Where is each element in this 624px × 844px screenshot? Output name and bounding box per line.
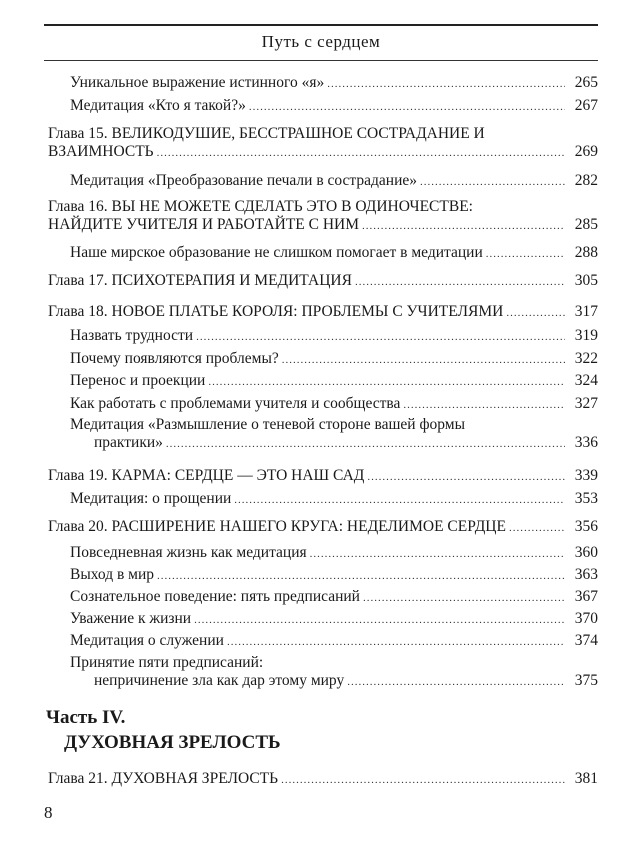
- toc-entry: Медитация «Преобразование печали в сострадание» ..... 282: [70, 172, 598, 191]
- toc-chapter: Глава 21. ДУХОВНАЯ ЗРЕЛОСТЬ ..... 381: [48, 770, 598, 789]
- toc-entry: Медитация «Размышление о теневой стороне вашей формы практики» ..... 336: [70, 416, 598, 453]
- toc-entry: Выход в мир ..... 363: [70, 566, 598, 585]
- page-number: 8: [44, 803, 53, 822]
- part-title: ДУХОВНАЯ ЗРЕЛОСТЬ: [64, 732, 281, 753]
- toc-chapter: Глава 16. ВЫ НЕ МОЖЕТЕ СДЕЛАТЬ ЭТО В ОДИНОЧЕСТВЕ: НАЙДИТЕ УЧИТЕЛЯ И РАБОТАЙТЕ С НИМ ..... 285: [48, 198, 598, 235]
- toc-entry: Как работать с проблемами учителя и сообщества ..... 327: [70, 395, 598, 414]
- toc-chapter: Глава 18. НОВОЕ ПЛАТЬЕ КОРОЛЯ: ПРОБЛЕМЫ С УЧИТЕЛЯМИ ..... 317: [48, 303, 598, 322]
- toc-entry: Сознательное поведение: пять предписаний ..... 367: [70, 588, 598, 607]
- toc-chapter: Глава 20. РАСШИРЕНИЕ НАШЕГО КРУГА: НЕДЕЛИМОЕ СЕРДЦЕ ..... 356: [48, 518, 598, 537]
- toc-entry: Медитация о служении ..... 374: [70, 632, 598, 651]
- toc-chapter: Глава 19. КАРМА: СЕРДЦЕ — ЭТО НАШ САД ..... 339: [48, 467, 598, 486]
- toc-entry: Почему появляются проблемы? ..... 322: [70, 350, 598, 369]
- toc-entry: Перенос и проекции ..... 324: [70, 372, 598, 391]
- header-top-rule: [44, 24, 598, 26]
- toc-chapter: Глава 17. ПСИХОТЕРАПИЯ И МЕДИТАЦИЯ ..... 305: [48, 272, 598, 291]
- toc-entry: Уважение к жизни ..... 370: [70, 610, 598, 629]
- part-label: Часть IV.: [46, 707, 126, 728]
- running-header: Путь с сердцем: [261, 32, 381, 51]
- toc-entry: Принятие пяти предписаний: непричинение зла как дар этому миру ..... 375: [70, 654, 598, 691]
- toc-entry: Медитация: о прощении ..... 353: [70, 490, 598, 509]
- toc-entry: Повседневная жизнь как медитация ..... 360: [70, 544, 598, 563]
- toc-entry: Наше мирское образование не слишком помогает в медитации ..... 288: [70, 244, 598, 263]
- toc-entry: Уникальное выражение истинного «я» ..... 265: [70, 74, 598, 93]
- toc-chapter: Глава 15. ВЕЛИКОДУШИЕ, БЕССТРАШНОЕ СОСТРАДАНИЕ И ВЗАИМНОСТЬ ..... 269: [48, 125, 598, 162]
- header-bottom-rule: [44, 60, 598, 61]
- toc-entry: Назвать трудности ..... 319: [70, 327, 598, 346]
- toc-entry: Медитация «Кто я такой?» ..... 267: [70, 97, 598, 116]
